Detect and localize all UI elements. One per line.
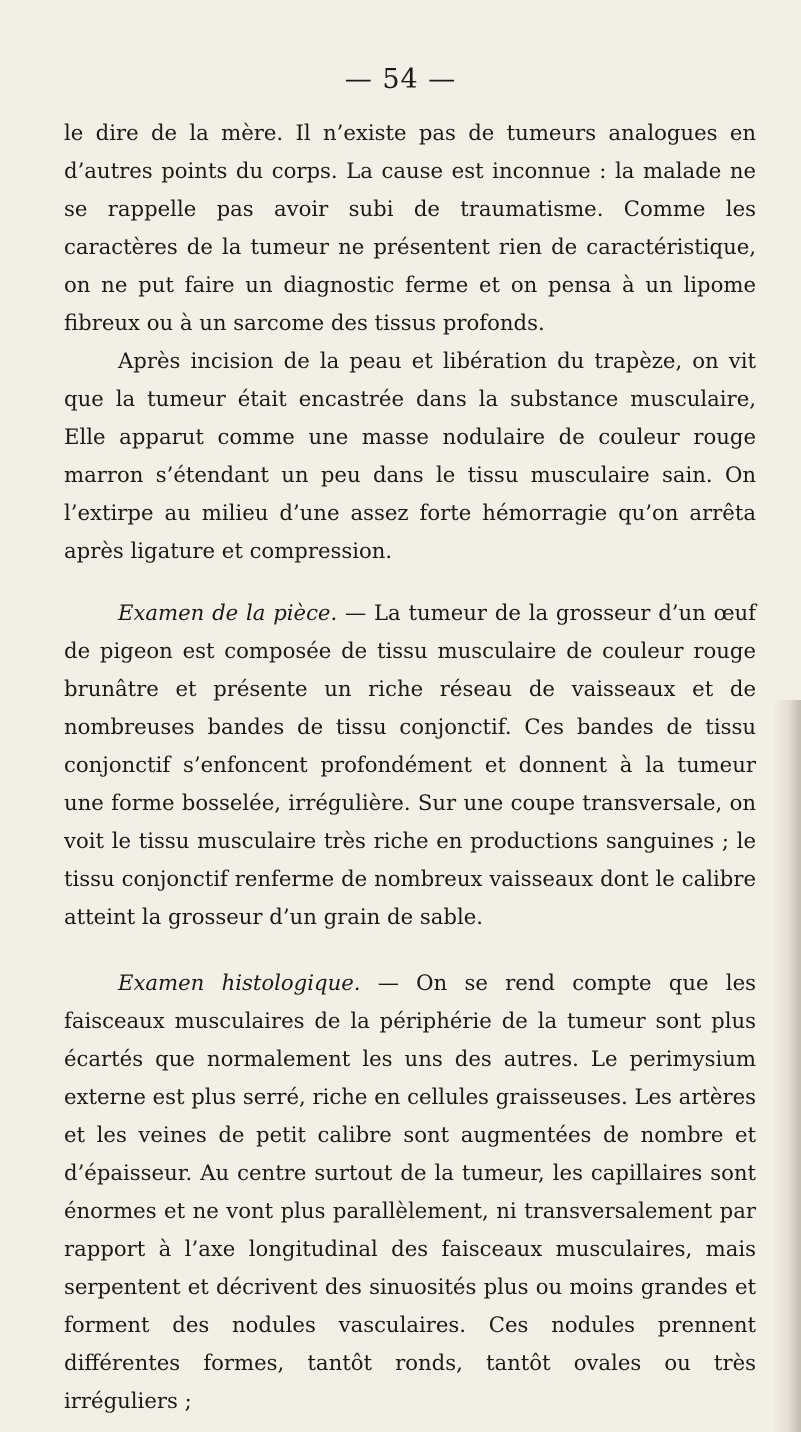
page-edge-shadow bbox=[773, 700, 801, 1432]
section-heading-examen-piece: Examen de la pièce. bbox=[118, 600, 338, 625]
section-heading-examen-histologique: Examen histologique. bbox=[118, 970, 361, 995]
paragraph-2 bbox=[64, 342, 756, 570]
paragraph-3 bbox=[64, 594, 756, 936]
page-number: — 54 — bbox=[344, 64, 457, 95]
paragraph-4 bbox=[64, 964, 756, 1420]
paragraph-2-text: Après incision de la peau et libération du trapèze, on vit que la tumeur était encastrée dans la substance musculaire, Elle apparut comme une masse nodulaire de couleur rouge marron s’étendant un peu dans le tissu musculaire sain. On l’extirpe au milieu d’une assez forte hémorragie qu’on arrêta après ligature et compression. bbox=[64, 348, 756, 563]
paragraph-1-text: le dire de la mère. Il n’existe pas de tumeurs analogues en d’autres points du corps. La cause est inconnue : la malade ne se rappelle pas avoir subi de traumatisme. Comme les caractères de la tumeur ne présentent rien de caractéristique, on ne put faire un diagnostic ferme et on pensa à un lipome fibreux ou à un sarcome des tissus profonds. bbox=[64, 120, 756, 335]
body-text bbox=[64, 114, 756, 1420]
paragraph-4-text: — On se rend compte que les faisceaux musculaires de la périphérie de la tumeur sont plus écartés que normalement les uns des autres. Le perimysium externe est plus serré, riche en cellules graisseuses. Les artères et les veines de petit calibre sont augmentées de nombre et d’épaisseur. Au centre surtout de la tumeur, les capillaires sont énormes et ne vont plus parallèlement, ni transversalement par rapport à l’axe longitudinal des faisceaux musculaires, mais serpentent et décrivent des sinuosités plus ou moins grandes et forment des nodules vasculaires. Ces nodules prennent différentes formes, tantôt ronds, tantôt ovales ou très irréguliers ; bbox=[64, 970, 757, 1413]
paragraph-3-text: — La tumeur de la grosseur d’un œuf de pigeon est composée de tissu musculaire de couleur rouge brunâtre et présente un riche réseau de vaisseaux et de nombreuses bandes de tissu conjonctif. Ces bandes de tissu conjonctif s’enfoncent profondément et donnent à la tumeur une forme bosselée, irrégulière. Sur une coupe transversale, on voit le tissu musculaire très riche en productions sanguines ; le tissu conjonctif renferme de nombreux vaisseaux dont le calibre atteint la grosseur d’un grain de sable. bbox=[64, 600, 757, 929]
paragraph-1 bbox=[64, 114, 756, 342]
